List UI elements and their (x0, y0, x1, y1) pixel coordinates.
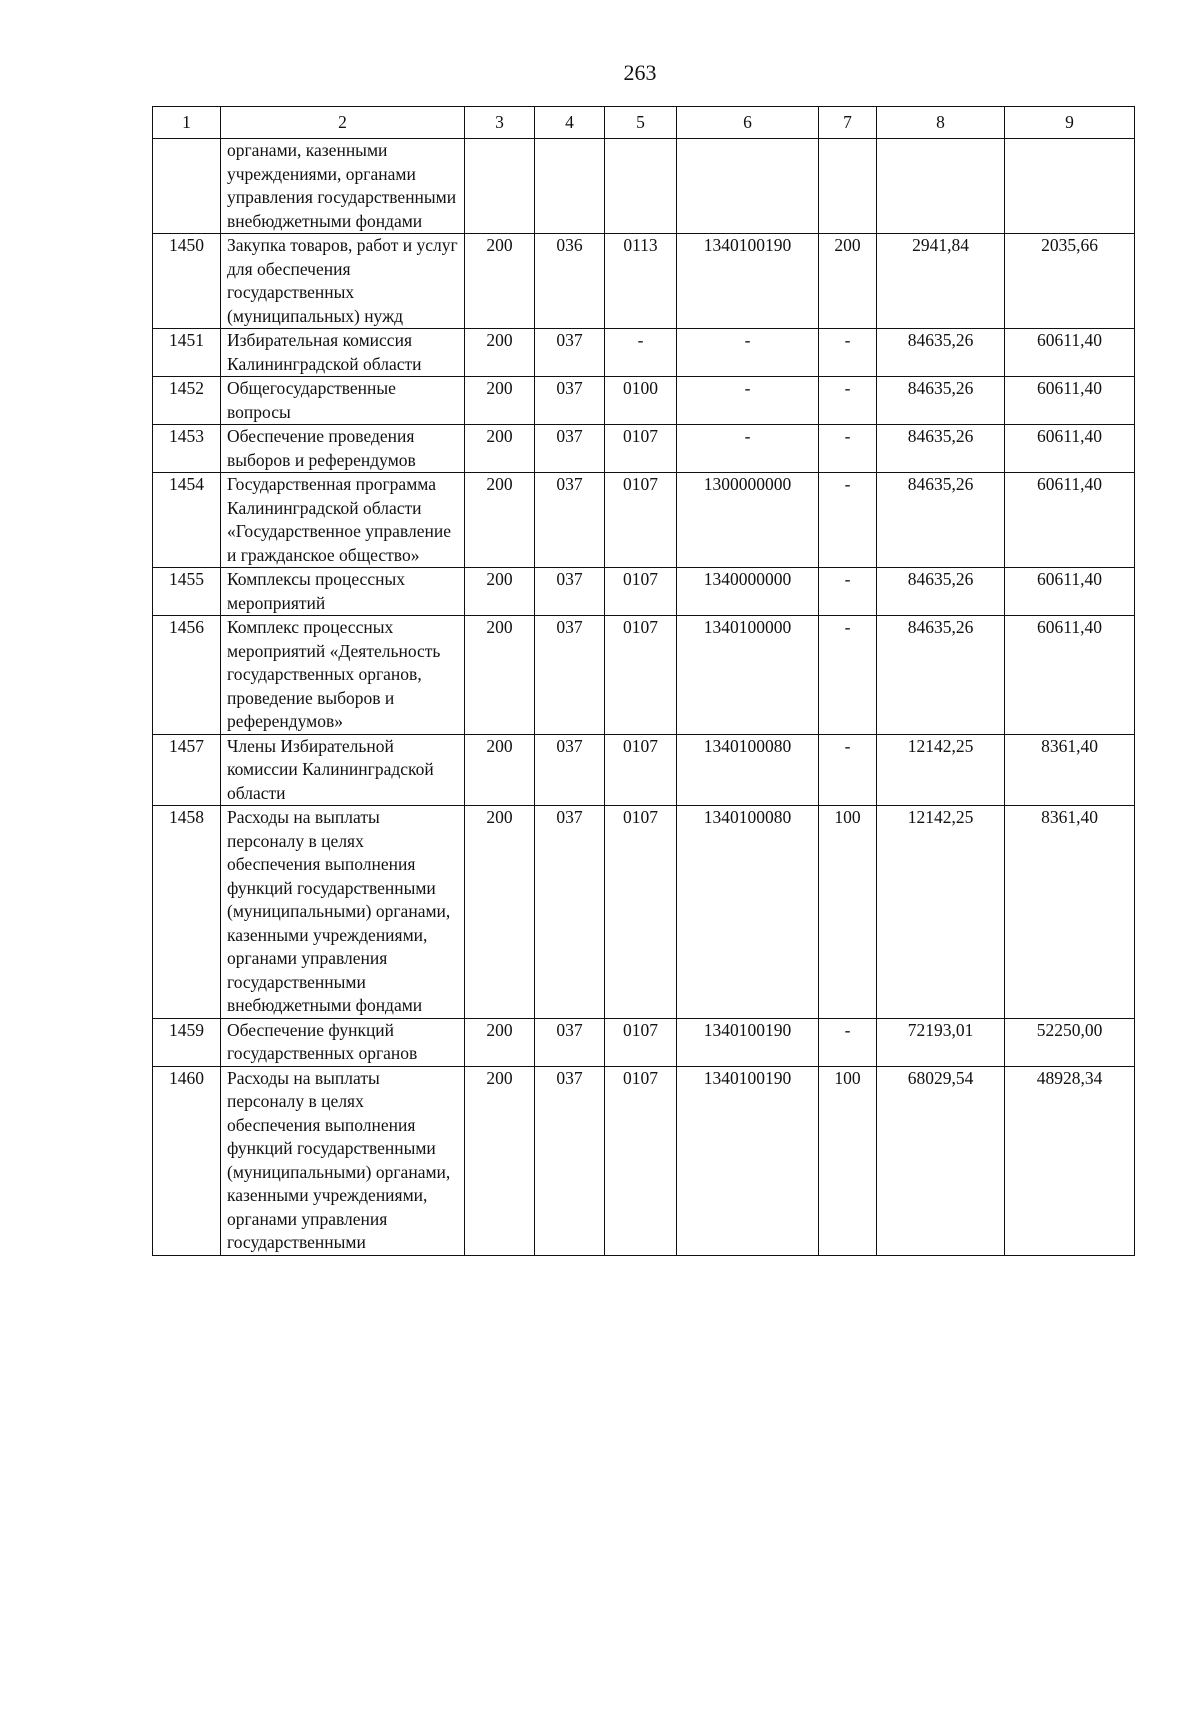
row-number-cell (153, 139, 221, 234)
col-3-cell (465, 139, 535, 234)
table-row (153, 568, 1135, 616)
col-5-cell: 0107 (605, 734, 677, 806)
col-9-cell: 52250,00 (1005, 1018, 1135, 1066)
col-8-cell: 12142,25 (877, 734, 1005, 806)
col-5-cell: 0107 (605, 806, 677, 1019)
col-5-cell: - (605, 329, 677, 377)
col-6-cell: 1340100190 (677, 1066, 819, 1255)
col-9-cell: 60611,40 (1005, 616, 1135, 735)
col-4-cell (535, 139, 605, 234)
col-5-cell: 0107 (605, 1018, 677, 1066)
page-number: 263 (623, 60, 657, 85)
column-header-2: 2 (221, 107, 465, 139)
col-3-cell: 200 (465, 1066, 535, 1255)
row-name-cell: Закупка товаров, работ и услуг для обеспечения государственных (муниципальных) нужд (221, 234, 465, 329)
col-4-cell: 037 (535, 568, 605, 616)
row-number-cell: 1457 (153, 734, 221, 806)
col-5-cell: 0107 (605, 1066, 677, 1255)
col-7-cell: - (819, 329, 877, 377)
column-header-9: 9 (1005, 107, 1135, 139)
col-8-cell: 68029,54 (877, 1066, 1005, 1255)
row-name-cell: Расходы на выплаты персоналу в целях обеспечения выполнения функций государственными (муниципальными) органами, казенными учреждениями, органами управления государственными (221, 1066, 465, 1255)
col-6-cell: 1340100080 (677, 734, 819, 806)
table-row (153, 1066, 1135, 1255)
table-row (153, 139, 1135, 234)
col-9-cell: 8361,40 (1005, 806, 1135, 1019)
col-4-cell: 036 (535, 234, 605, 329)
col-3-cell: 200 (465, 425, 535, 473)
col-8-cell: 12142,25 (877, 806, 1005, 1019)
row-number-cell: 1450 (153, 234, 221, 329)
col-3-cell: 200 (465, 234, 535, 329)
col-3-cell: 200 (465, 1018, 535, 1066)
col-4-cell: 037 (535, 616, 605, 735)
col-3-cell: 200 (465, 377, 535, 425)
column-header-5: 5 (605, 107, 677, 139)
column-header-6: 6 (677, 107, 819, 139)
col-4-cell: 037 (535, 425, 605, 473)
col-9-cell: 60611,40 (1005, 329, 1135, 377)
col-8-cell: 84635,26 (877, 377, 1005, 425)
row-name-cell: Обеспечение функций государственных органов (221, 1018, 465, 1066)
col-8-cell: 84635,26 (877, 568, 1005, 616)
col-4-cell: 037 (535, 377, 605, 425)
col-9-cell: 60611,40 (1005, 425, 1135, 473)
col-3-cell: 200 (465, 473, 535, 568)
col-7-cell: 100 (819, 1066, 877, 1255)
column-header-7: 7 (819, 107, 877, 139)
col-5-cell: 0107 (605, 568, 677, 616)
col-3-cell: 200 (465, 616, 535, 735)
table-row (153, 734, 1135, 806)
table-row (153, 329, 1135, 377)
col-8-cell: 84635,26 (877, 329, 1005, 377)
table-body (153, 139, 1135, 1256)
row-number-cell: 1460 (153, 1066, 221, 1255)
column-header-3: 3 (465, 107, 535, 139)
col-7-cell: - (819, 616, 877, 735)
row-number-cell: 1451 (153, 329, 221, 377)
col-6-cell: 1340100190 (677, 1018, 819, 1066)
col-7-cell: 100 (819, 806, 877, 1019)
row-name-cell: Общегосударственные вопросы (221, 377, 465, 425)
col-5-cell (605, 139, 677, 234)
row-name-cell: Расходы на выплаты персоналу в целях обеспечения выполнения функций государственными (муниципальными) органами, казенными учреждениями, органами управления государственными внебюджетными фондами (221, 806, 465, 1019)
col-4-cell: 037 (535, 329, 605, 377)
table-row (153, 377, 1135, 425)
row-number-cell: 1459 (153, 1018, 221, 1066)
col-7-cell: - (819, 425, 877, 473)
col-4-cell: 037 (535, 806, 605, 1019)
col-9-cell: 8361,40 (1005, 734, 1135, 806)
col-6-cell: - (677, 425, 819, 473)
col-4-cell: 037 (535, 473, 605, 568)
col-4-cell: 037 (535, 1018, 605, 1066)
table-row (153, 234, 1135, 329)
col-8-cell: 84635,26 (877, 473, 1005, 568)
col-6-cell: 1340100190 (677, 234, 819, 329)
table-row (153, 616, 1135, 735)
col-7-cell (819, 139, 877, 234)
budget-table (152, 106, 1135, 1256)
col-7-cell: - (819, 568, 877, 616)
col-5-cell: 0107 (605, 425, 677, 473)
col-6-cell: 1340100080 (677, 806, 819, 1019)
column-header-1: 1 (153, 107, 221, 139)
col-7-cell: - (819, 734, 877, 806)
col-5-cell: 0107 (605, 473, 677, 568)
row-number-cell: 1455 (153, 568, 221, 616)
col-8-cell (877, 139, 1005, 234)
col-7-cell: - (819, 1018, 877, 1066)
col-8-cell: 84635,26 (877, 425, 1005, 473)
col-3-cell: 200 (465, 806, 535, 1019)
row-number-cell: 1458 (153, 806, 221, 1019)
col-3-cell: 200 (465, 734, 535, 806)
table-row (153, 806, 1135, 1019)
col-9-cell: 60611,40 (1005, 377, 1135, 425)
col-9-cell: 60611,40 (1005, 473, 1135, 568)
col-9-cell: 60611,40 (1005, 568, 1135, 616)
col-5-cell: 0107 (605, 616, 677, 735)
col-3-cell: 200 (465, 329, 535, 377)
row-name-cell: Обеспечение проведения выборов и референдумов (221, 425, 465, 473)
col-6-cell: 1340100000 (677, 616, 819, 735)
col-8-cell: 84635,26 (877, 616, 1005, 735)
col-8-cell: 2941,84 (877, 234, 1005, 329)
row-name-cell: Комплекс процессных мероприятий «Деятельность государственных органов, проведение выборов и референдумов» (221, 616, 465, 735)
row-name-cell: Избирательная комиссия Калининградской области (221, 329, 465, 377)
col-6-cell: - (677, 377, 819, 425)
col-9-cell: 48928,34 (1005, 1066, 1135, 1255)
row-number-cell: 1453 (153, 425, 221, 473)
col-8-cell: 72193,01 (877, 1018, 1005, 1066)
table-row (153, 1018, 1135, 1066)
column-header-8: 8 (877, 107, 1005, 139)
col-7-cell: - (819, 473, 877, 568)
table-row (153, 473, 1135, 568)
row-number-cell: 1456 (153, 616, 221, 735)
col-4-cell: 037 (535, 734, 605, 806)
table-header-row (153, 107, 1135, 139)
col-6-cell: 1340000000 (677, 568, 819, 616)
row-name-cell: органами, казенными учреждениями, органами управления государственными внебюджетными фондами (221, 139, 465, 234)
col-4-cell: 037 (535, 1066, 605, 1255)
col-9-cell (1005, 139, 1135, 234)
column-header-4: 4 (535, 107, 605, 139)
col-5-cell: 0113 (605, 234, 677, 329)
col-6-cell (677, 139, 819, 234)
col-6-cell: 1300000000 (677, 473, 819, 568)
row-number-cell: 1452 (153, 377, 221, 425)
col-7-cell: - (819, 377, 877, 425)
row-name-cell: Комплексы процессных мероприятий (221, 568, 465, 616)
col-6-cell: - (677, 329, 819, 377)
table-row (153, 425, 1135, 473)
row-number-cell: 1454 (153, 473, 221, 568)
col-3-cell: 200 (465, 568, 535, 616)
row-name-cell: Государственная программа Калининградской области «Государственное управление и гражданское общество» (221, 473, 465, 568)
col-5-cell: 0100 (605, 377, 677, 425)
col-7-cell: 200 (819, 234, 877, 329)
row-name-cell: Члены Избирательной комиссии Калининградской области (221, 734, 465, 806)
col-9-cell: 2035,66 (1005, 234, 1135, 329)
